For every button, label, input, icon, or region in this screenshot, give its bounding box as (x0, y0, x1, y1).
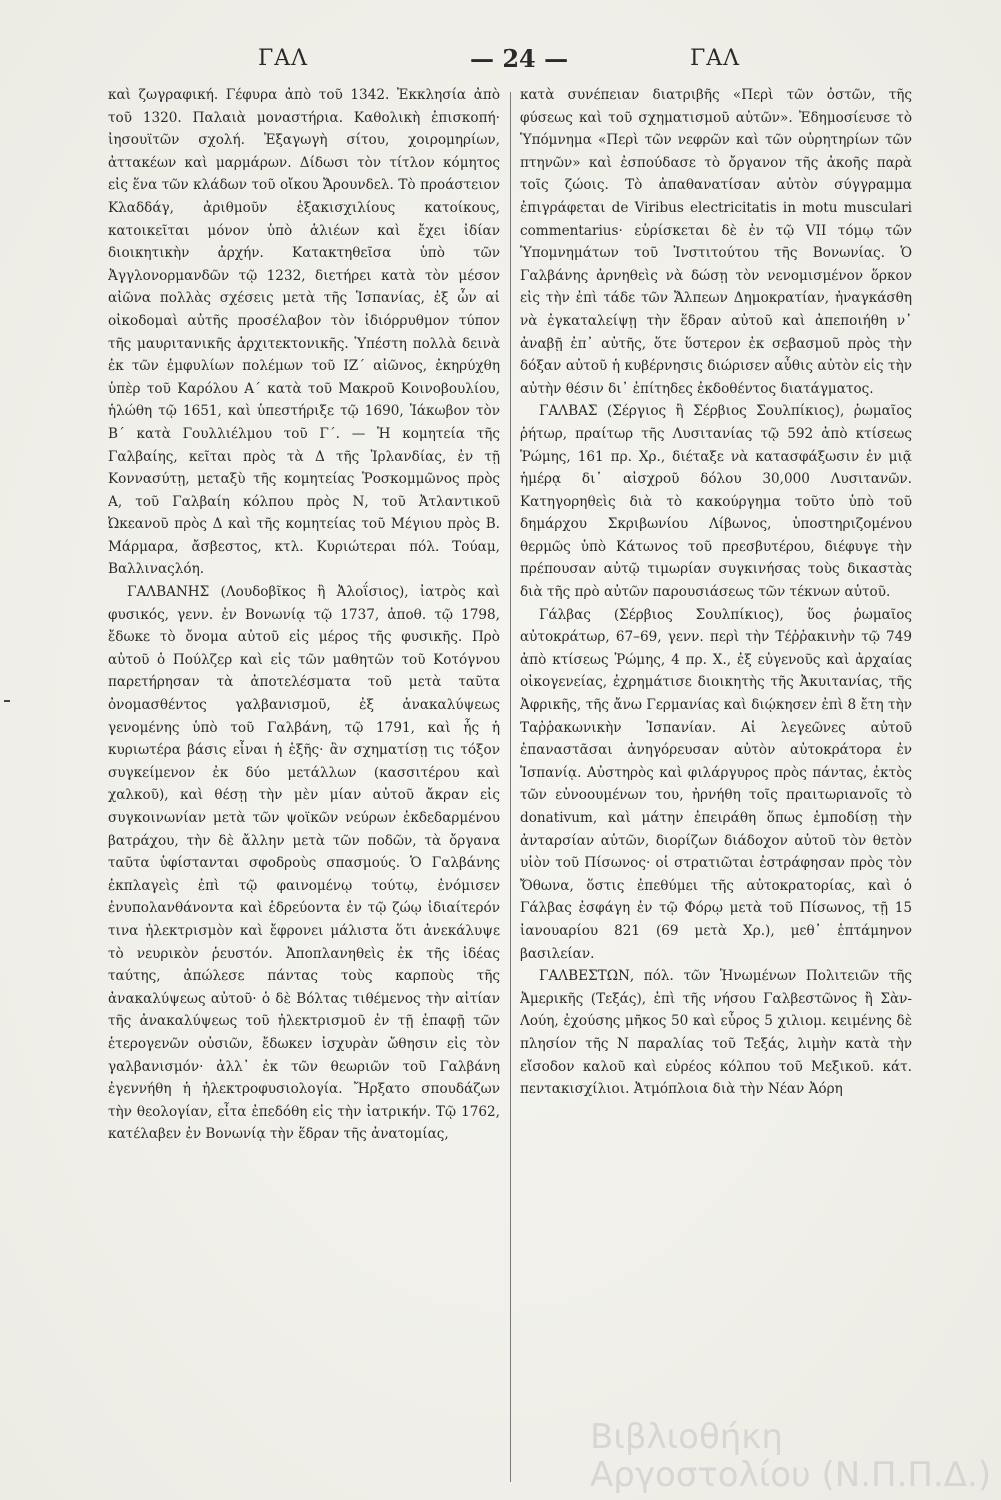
watermark-line-1: Βιβλιοθήκη (590, 1417, 783, 1457)
library-watermark (590, 1418, 990, 1498)
entry-continuation: καὶ ζωγραφική. Γέφυρα ἀπὸ τοῦ 1342. Ἐκκλησία ἀπὸ τοῦ 1320. Παλαιὰ μοναστήρια. Καθολικὴ ἐπισκοπή· ἰησουϊτῶν σχολή. Ἐξαγωγὴ σίτου, χοιρομηρίων, ἀττακέων καὶ μαρμάρων. Δίδωσι τὸν τίτλον κόμητος εἰς ἕνα τῶν κλάδων τοῦ οἴκου Ἄρουνδελ. Τὸ προάστειον Κλαδδάγ, ἀριθμοῦν ἑξακισχιλίους κατοίκους, κατοικεῖται μόνον ὑπὸ ἁλιέων καὶ ἔχει ἰδίαν διοικητικὴν ἀρχήν. Κατακτηθεῖσα ὑπὸ τῶν Ἀγγλονορμανδῶν τῷ 1232, διετήρει κατὰ τὸν μέσον αἰῶνα πολλὰς σχέσεις μετὰ τῆς Ἱσπανίας, ἐξ ὧν αἱ οἰκοδομαὶ αὐτῆς προσέλαβον τὸν ἰδιόρρυθμον τύπον τῆς μαυριτανικῆς ἀρχιτεκτονικῆς. Ὑπέστη πολλὰ δεινὰ ἐκ τῶν ἐμφυλίων πολέμων τοῦ ΙΖ´ αἰῶνος, ἐκηρύχθη ὑπὲρ τοῦ Καρόλου Α´ κατὰ τοῦ Μακροῦ Κοινοβουλίου, ἡλώθη τῷ 1651, καὶ ὑπεστήριξε τῷ 1690, Ἰάκωβον τὸν Β´ κατὰ Γουλλιέλμου τοῦ Γ´. — Ἡ κομητεία τῆς Γαλβαίης, κεῖται πρὸς τὰ Δ τῆς Ἰρλανδίας, ἐν τῇ Κοννασύτῃ, μεταξὺ τῆς κομητείας Ῥοσκομμῶνος πρὸς Α, τοῦ Γαλβαίη κόλπου πρὸς Ν, τοῦ Ἀτλαντικοῦ Ὠκεανοῦ πρὸς Δ καὶ τῆς κομητείας τοῦ Μέγιου πρὸς Β. Μάρμαρα, ἄσβεστος, κτλ. Κυριώτεραι πόλ. Τούαμ, Βαλλιναςλόη. (108, 87, 500, 578)
entry-galveston: ΓΑΛΒΕΣΤΩΝ, πόλ. τῶν Ἡνωμένων Πολιτειῶν τῆς Ἀμερικῆς (Τεξάς), ἐπὶ τῆς νήσου Γαλβεστῶνος ἢ Σὰν-Λούη, ἐχούσης μῆκος 50 καὶ εὖρος 5 χιλιομ. κειμένης δὲ πλησίον τῆς Ν παραλίας τοῦ Τεξάς, λιμὴν κατὰ τὴν εἴσοδον καλοῦ καὶ εὐρέος κόλπου τοῦ Μεξικοῦ. κάτ. πεντακισχίλιοι. Ἀτμόπλοια διὰ τὴν Νέαν Ἀόρη (520, 968, 912, 1098)
entry-galvanis: ΓΑΛΒΑΝΗΣ (Λουδοβῖκος ἢ Ἀλοΐσιος), ἰατρὸς καὶ φυσικός, γενν. ἐν Βονωνίᾳ τῷ 1737, ἀποθ. τῷ 1798, ἔδωκε τὸ ὄνομα αὐτοῦ εἰς μέρος τῆς φυσικῆς. Πρὸ αὐτοῦ ὁ Πούλζερ καὶ εἰς τῶν μαθητῶν τοῦ Κοτόγνου παρετήρησαν τὰ ἀποτελέσματα τοῦ μετὰ ταῦτα ὀνομασθέντος γαλβανισμοῦ, ἐξ ἀνακαλύψεως γενομένης ὑπὸ τοῦ Γαλβάνη, τῷ 1791, καὶ ἧς ἡ κυριωτέρα βάσις εἶναι ἡ ἑξῆς· ἂν σχηματίσῃ τις τόξον συγκείμενον ἐκ δύο μετάλλων (κασσιτέρου καὶ χαλκοῦ), καὶ θέσῃ τὴν μὲν μίαν αὐτοῦ ἄκραν εἰς συγκοινωνίαν μετὰ τῶν ψοϊκῶν νεύρων ἐκδεδαρμένου βατράχου, τὴν δὲ ἄλλην μετὰ τῶν ποδῶν, τὰ ὄργανα ταῦτα ὑφίστανται σφοδροὺς σπασμούς. Ὁ Γαλβάνης ἐκπλαγεὶς ἐπὶ τῷ φαινομένῳ τούτῳ, ἐνόμισεν ἐνυπολανθάνοντα καὶ ἑδρεύοντα ἐν τῷ ζώῳ ἰδιαίτερόν τινα ἠλεκτρισμὸν καὶ ἔφρονει μάλιστα ὅτι ἀνεκάλυψε τὸ νευρικὸν ῥευστόν. Ἀποπλανηθεὶς ἐκ τῆς ἰδέας ταύτης, ἀπώλεσε πάντας τοὺς καρποὺς τῆς ἀνακαλύψεως αὐτοῦ· ὁ δὲ Βόλτας τιθέμενος τὴν αἰτίαν τῆς ἀνακαλύψεως τοῦ ἠλεκτρισμοῦ ἐν τῇ ἐπαφῇ τῶν ἑτερογενῶν οὐσιῶν, ἔδωκεν ἰσχυρὰν ὤθησιν εἰς τὸν γαλβανισμόν· ἀλλ᾽ ἐκ τῶν θεωριῶν τοῦ Γαλβάνη ἐγεννήθη ἡ ἠλεκτροφυσιολογία. Ἤρξατο σπουδάζων τὴν θεολογίαν, εἶτα ἐπεδόθη εἰς τὴν ἰατρικήν. Τῷ 1762, κατέλαβεν ἐν Βονωνίᾳ τὴν ἕδραν τῆς ἀνατομίας, (108, 584, 500, 1143)
column-divider (510, 92, 511, 1482)
margin-mark (4, 700, 10, 702)
header-right-guide-word: ΓΑΛ (690, 46, 741, 71)
watermark-line-2: Αργοστολίου (Ν.Π.Π.Δ.) (590, 1455, 992, 1495)
entry-galvas-orator: ΓΑΛΒΑΣ (Σέργιος ἢ Σέρβιος Σουλπίκιος), ῥωμαῖος ῥήτωρ, πραίτωρ τῆς Λυσιτανίας τῷ 592 ἀπὸ κτίσεως Ῥώμης, 161 πρ. Χρ., διέταξε νὰ κατασφάξωσιν ἐν μιᾷ ἡμέρᾳ δι᾽ αἰσχροῦ δόλου 30,000 Λυσιτανῶν. Κατηγορηθεὶς διὰ τὸ κακούργημα τοῦτο ὑπὸ τοῦ δημάρχου Σκριβωνίου Λίβωνος, ὑποστηριζομένου θερμῶς ὑπὸ Κάτωνος τοῦ πρεσβυτέρου, διέφυγε τὴν πρέπουσαν αὐτῷ τιμωρίαν συγκινήσας τοὺς δικαστὰς διὰ τῆς πρὸ αὐτῶν παρουσιάσεως τῶν τέκνων αὐτοῦ. (520, 403, 912, 601)
right-text-column (520, 84, 912, 1484)
entry-galvanis-continued: κατὰ συνέπειαν διατριβῆς «Περὶ τῶν ὀστῶν, τῆς φύσεως καὶ τοῦ σχηματισμοῦ αὐτῶν». Ἐδημοσίευσε τὸ Ὑπόμνημα «Περὶ τῶν νεφρῶν καὶ τῶν οὐρητηρίων τῶν πτηνῶν» καὶ ἐσπούδασε τὸ ὄργανον τῆς ἀκοῆς παρὰ τοῖς ζώοις. Τὸ ἀπαθανατίσαν αὐτὸν σύγγραμμα ἐπιγράφεται de Viribus electricitatis in motu musculari commentarius· εὑρίσκεται δὲ ἐν τῷ VII τόμῳ τῶν Ὑπομνημάτων τοῦ Ἰνστιτούτου τῆς Βονωνίας. Ὁ Γαλβάνης ἀρνηθεὶς νὰ δώσῃ τὸν νενομισμένον ὅρκον εἰς τὴν ἐπὶ τάδε τῶν Ἄλπεων Δημοκρατίαν, ἠναγκάσθη νὰ ἐγκαταλείψῃ τὴν ἕδραν αὐτοῦ καὶ ἀπεποιήθη ν᾽ ἀναβῇ ἐπ᾽ αὐτῆς, ὅτε ὕστερον ἐκ σεβασμοῦ πρὸς τὴν δόξαν αὐτοῦ ἡ κυβέρνησις διώρισεν αὖθις αὐτὸν εἰς τὴν αὐτὴν θέσιν δι᾽ ἐπίτηδες ἐκδοθέντος διατάγματος. (520, 87, 912, 397)
page-number: — 24 — (470, 44, 569, 73)
header-left-guide-word: ΓΑΛ (258, 46, 309, 71)
entry-galvas-emperor: Γάλβας (Σέρβιος Σουλπίκιος), ὕος ῥωμαῖος αὐτοκράτωρ, 67–69, γενν. περὶ τὴν Τέῤῥακινὴν τῷ 749 ἀπὸ κτίσεως Ῥώμης, 4 πρ. Χ., ἐξ εὐγενοῦς καὶ ἀρχαίας οἰκογενείας, ἐχρημάτισε διοικητὴς τῆς Ἀκυιτανίας, τῆς Ἀφρικῆς, τῆς ἄνω Γερμανίας καὶ διῴκησεν ἐπὶ 8 ἔτη τὴν Ταῤῥακωνικὴν Ἱσπανίαν. Αἱ λεγεῶνες αὐτοῦ ἐπαναστᾶσαι ἀνηγόρευσαν αὐτὸν αὐτοκράτορα ἐν Ἱσπανίᾳ. Αὐστηρὸς καὶ φιλάργυρος πρὸς πάντας, ἐκτὸς τῶν εὐνοουμένων του, ἠρνήθη τοῖς πραιτωριανοῖς τὸ donativum, καὶ μάτην ἐπειράθη ὅπως ἐμποδίσῃ τὴν ἀνταρσίαν αὐτῶν, διορίζων διάδοχον αὐτοῦ τὸν θετὸν υἱὸν τοῦ Πίσωνος· οἱ στρατιῶται ἐστράφησαν πρὸς τὸν Ὄθωνα, ὅστις ἐπεθύμει τῆς αὐτοκρατορίας, καὶ ὁ Γάλβας ἐσφάγη ἐν τῷ Φόρῳ μετὰ τοῦ Πίσωνος, τῇ 15 ἰανουαρίου 821 (69 μετὰ Χρ.), μεθ᾽ ἑπτάμηνον βασιλείαν. (520, 606, 912, 962)
left-text-column (108, 84, 500, 1484)
page-header (0, 40, 1001, 80)
